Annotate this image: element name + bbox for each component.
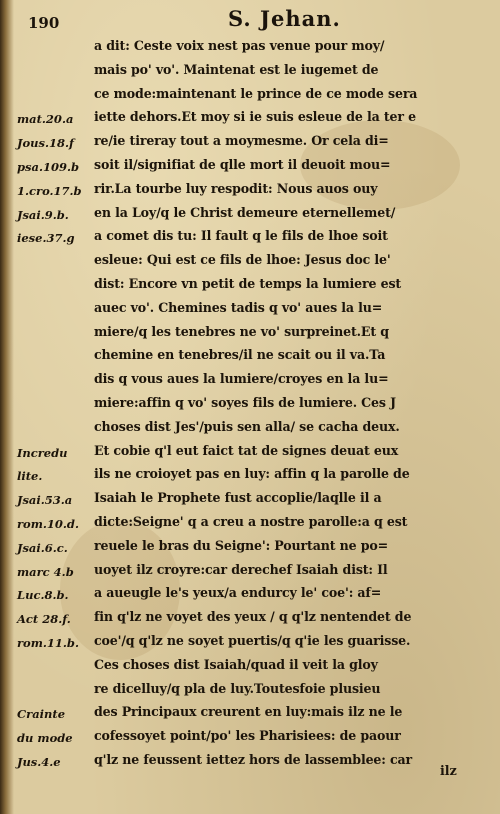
text-line: miere:affin q vo' soyes fils de lumiere. Ces J xyxy=(94,395,396,410)
text-line: fin q'lz ne voyet des yeux / q q'lz nentendet de xyxy=(94,609,412,625)
text-line: uoyet ilz croyre:car derechef Isaiah dist: Il xyxy=(94,561,388,577)
text-line: Isaiah le Prophete fust accoplie/laqlle il a xyxy=(94,490,382,506)
text-line: coe'/q q'lz ne soyet puertis/q q'ie les guarisse. xyxy=(94,633,411,648)
text-line: chemine en tenebres/il ne scait ou il va.Ta xyxy=(94,347,386,363)
text-line: esleue: Qui est ce fils de lhoe: Jesus doc le' xyxy=(94,252,391,268)
margin-note: Luc.8.b. xyxy=(17,588,69,603)
text-line: miere/q les tenebres ne vo' surpreinet.Et q xyxy=(94,323,389,339)
margin-note: lite. xyxy=(17,469,43,484)
margin-note: iese.37.g xyxy=(17,231,75,246)
text-line: a aueugle le's yeux/a endurcy le' coe': af= xyxy=(94,585,382,601)
text-line: re dicelluy/q pla de luy.Toutesfoie plusieu xyxy=(94,680,381,696)
text-line: dis q vous aues la lumiere/croyes en la lu= xyxy=(94,371,389,387)
text-line: soit il/signifiat de qlle mort il deuoit mou= xyxy=(94,157,391,172)
margin-note: Jsai.6.c. xyxy=(17,540,68,555)
margin-note: psa.109.b xyxy=(17,160,80,174)
margin-note: Jsai.9.b. xyxy=(17,207,69,222)
margin-note: Crainte xyxy=(17,707,66,722)
margin-note: rom.10.d. xyxy=(17,517,79,531)
text-line: en la Loy/q le Christ demeure eternellemet/ xyxy=(94,204,396,220)
margin-note: mat.20.a xyxy=(17,112,74,127)
text-line: auec vo'. Chemines tadis q vo' aues la lu= xyxy=(94,299,383,315)
margin-note: Jous.18.f xyxy=(17,136,74,151)
text-line: mais po' vo'. Maintenat est le iugemet de xyxy=(94,61,379,77)
text-line: ce mode:maintenant le prince de ce mode sera xyxy=(94,85,418,101)
text-line: a comet dis tu: Il fault q le fils de lhoe soit xyxy=(94,228,388,244)
page-header xyxy=(14,4,486,34)
text-line: dicte:Seigne' q a creu a nostre parolle:a q est xyxy=(94,514,408,529)
page-number: 190 xyxy=(28,14,60,32)
margin-note: Jus.4.e xyxy=(17,755,61,769)
text-line: re/ie tireray tout a moymesme. Or cela di= xyxy=(94,133,389,149)
margin-note: Jsai.53.a xyxy=(17,493,73,508)
running-head: S. Jehan. xyxy=(228,6,341,31)
text-line: ils ne croioyet pas en luy: affin q la parolle de xyxy=(94,466,410,482)
text-line: reuele le bras du Seigne': Pourtant ne po= xyxy=(94,537,389,553)
text-line: des Principaux creurent en luy:mais ilz ne le xyxy=(94,704,403,720)
margin-note: Act 28.f. xyxy=(17,612,71,627)
margin-note: Incredu xyxy=(17,445,68,460)
page-gutter-shadow xyxy=(0,0,14,814)
margin-note: du mode xyxy=(17,731,73,746)
text-line: Ces choses dist Isaiah/quad il veit la gloy xyxy=(94,656,378,672)
text-line: rir.La tourbe luy respodit: Nous auos ouy xyxy=(94,180,378,196)
catchword: ilz xyxy=(440,763,457,778)
text-line: choses dist Jes'/puis sen alla/ se cacha deux. xyxy=(94,418,400,434)
text-line: cofessoyet point/po' les Pharisiees: de paour xyxy=(94,728,401,744)
text-line: q'lz ne feussent iettez hors de lassemblee: car xyxy=(94,752,413,767)
text-line: iette dehors.Et moy si ie suis esleue de la ter e xyxy=(94,109,416,125)
margin-note: 1.cro.17.b xyxy=(17,183,82,198)
text-line: dist: Encore vn petit de temps la lumiere est xyxy=(94,276,402,291)
margin-note: rom.11.b. xyxy=(17,636,79,650)
text-line: a dit: Ceste voix nest pas venue pour moy/ xyxy=(94,38,385,53)
text-line: Et cobie q'l eut faict tat de signes deuat eux xyxy=(94,442,399,458)
margin-note: marc 4.b xyxy=(17,564,74,579)
